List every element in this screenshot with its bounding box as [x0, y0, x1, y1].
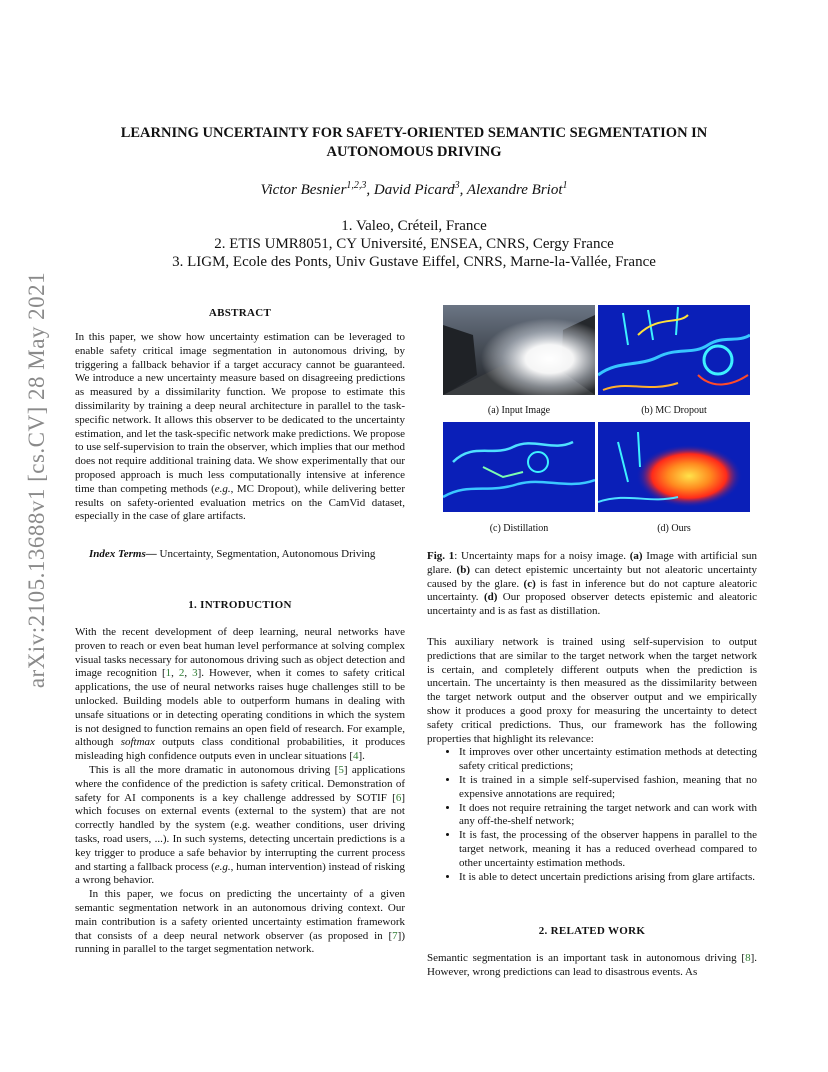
intro-paragraph-2: This is all the more dramatic in autonomous driving [5] applications where the confidence of the prediction is safety critical. Demonstration of safety for AI components is a key challenge addressed by SOTIF [6] which focuses on external events (external to the system) that are not correctly handled by the system (e.g. weather conditions, user driving tasks, road users, ...). In such systems, detecting uncertain predictions is a key trigger to produce a safe behavior by interrupting the current process and starting a fallback process (e.g., human intervention) instead of risking a wrong behavior. [75, 763, 405, 887]
author-list: Victor Besnier$^{1,2,3}$, David Picard$^3$, Alexandre Briot$^1$ [260, 180, 568, 198]
figure-distillation-map [443, 422, 595, 512]
affiliations [70, 217, 758, 271]
introduction-heading: 1. INTRODUCTION [188, 599, 292, 611]
citation-link[interactable]: 5 [338, 763, 344, 776]
citation-link[interactable]: 7 [392, 929, 398, 942]
author-1: Victor Besnier [260, 182, 347, 198]
related-work-heading: 2. RELATED WORK [538, 925, 646, 937]
list-item: • It does not require retraining the target network and can work with any off-the-shelf network; [459, 802, 757, 830]
figure-input-image [443, 305, 595, 395]
abstract-text: In this paper, we show how uncertainty estimation can be leveraged to enable safety critical image segmentation in autonomous driving, by triggering a fallback behavior if a target accuracy cannot be guaranteed. We introduce a new uncertainty measure based on disagreeing predictions as measured by a dissimilarity function. We propose to estimate this dissimilarity by training a deep neural architecture in parallel to the task-specific network. It allows this observer to be dedicated to the uncertainty estimation, and let the task-specific network make predictions. We propose to use self-supervision to train the observer, which implies that our method does not require additional training data. We show experimentally that our proposed approach is much less computationally intensive at inference time than competing methods ( [75, 331, 405, 495]
affiliation-2: 2. ETIS UMR8051, CY Université, ENSEA, CNRS, Cergy France [214, 236, 614, 252]
subfigure-a-caption: (a) Input Image [487, 405, 551, 416]
list-item: • It is able to detect uncertain predictions arising from glare artifacts. [459, 871, 757, 885]
citation-link[interactable]: 8 [745, 952, 751, 964]
paper-title: LEARNING UNCERTAINTY FOR SAFETY-ORIENTED SEMANTIC SEGMENTATION IN AUTONOMOUS DRIVING [120, 125, 708, 160]
author-3: Alexandre Briot [466, 182, 563, 198]
abstract-eg: e.g. [214, 482, 231, 495]
intro-paragraph-3: In this paper, we focus on predicting the uncertainty of a given semantic segmentation network in an autonomous driving context. Our main contribution is a safety oriented uncertainty estimation framework that consists of a deep neural network observer (as proposed in [7]) running in parallel to the target segmentation network. [75, 888, 405, 956]
author-1-affil: 1,2,3 [346, 180, 367, 191]
figure-caption: Fig. 1: Uncertainty maps for a noisy image. (a) Image with artificial sun glare. (b) can detect epistemic uncertainty but not aleatoric uncertainty caused by the glare. (c) is fast in inference but do not capture aleatoric uncertainty. (d) Our proposed observer detects epistemic and aleatoric uncertainty and is as fast as distillation. [427, 550, 758, 618]
list-item: • It is trained in a simple self-supervised fashion, meaning that no expensive annotations are required; [459, 774, 757, 802]
right-column-body [427, 636, 757, 884]
citation-link[interactable]: 1 [165, 667, 172, 680]
citation-link[interactable]: 4 [353, 750, 359, 763]
observer-paragraph: This auxiliary network is trained using self-supervision to output predictions that are similar to the target network when the target network is certain, and completely different outputs when the prediction is uncertain. The uncertainty is then measured as the dissimilarity between the target network output and the observer output and we empirically show it produces a good proxy for measuring the uncertainty to detect safety critical predictions. Thus, our framework has the following properties that highlight its relevance: [427, 636, 757, 745]
abstract-heading: ABSTRACT [208, 307, 272, 319]
citation-link[interactable]: 3 [192, 667, 198, 680]
index-terms-text: Uncertainty, Segmentation, Autonomous Driving [156, 548, 376, 560]
list-item: • It is fast, the processing of the observer happens in parallel to the target network, meaning it has a reduced overhead compared to other uncertainty estimation methods. [459, 829, 757, 870]
author-3-affil: 1 [562, 180, 568, 191]
arxiv-identifier: arXiv:2105.13688v1 [cs.CV] 28 May 2021 [24, 271, 49, 689]
index-terms-label: Index Terms— [89, 548, 157, 560]
introduction-body [75, 626, 405, 957]
index-terms [75, 548, 405, 562]
citation-link[interactable]: 2 [178, 667, 185, 680]
affiliation-1: 1. Valeo, Créteil, France [341, 218, 487, 234]
subfigure-b-caption: (b) MC Dropout [641, 405, 707, 416]
abstract-body [75, 331, 405, 524]
affiliation-3: 3. LIGM, Ecole des Ponts, Univ Gustave Eiffel, CNRS, Marne-la-Vallée, France [172, 254, 656, 270]
citation-link[interactable]: 6 [395, 791, 402, 804]
properties-list [427, 746, 757, 884]
figure-ours-map [598, 422, 750, 512]
intro-paragraph-1: With the recent development of deep learning, neural networks have proven to reach or even beat human level performance at solving complex visual tasks necessary for autonomous driving such as object detection and image recognition [1, 2, 3]. However, when it comes to safety critical applications, the use of neural networks raises huge challenges still to be unlocked. Building models able to outperform humans in dealing with unsafe situations or in detecting operating conditions in which the system is not designed to function remains an open field of research. For example, although softmax outputs class conditional probabilities, it produces misleading high confidence outputs even in unclear situations [4]. [75, 626, 406, 763]
author-2: David Picard [373, 182, 455, 198]
subfigure-d-caption: (d) Ours [657, 523, 691, 534]
abstract-text-cont: , MC Dropout), while delivering better results on safety-oriented evaluation metrics on the CamVid dataset, especially in the case of glare artifacts. [75, 482, 405, 523]
related-work-body: Semantic segmentation is an important task in autonomous driving [8]. However, wrong predictions can lead to disastrous events. As [427, 952, 757, 978]
subfigure-c-caption: (c) Distillation [489, 523, 549, 534]
arxiv-stamp [22, 271, 52, 689]
author-2-affil: 3 [454, 180, 460, 191]
list-item: • It improves over other uncertainty estimation methods at detecting safety critical predictions; [459, 746, 757, 774]
figure-mc-dropout-map [598, 305, 750, 395]
